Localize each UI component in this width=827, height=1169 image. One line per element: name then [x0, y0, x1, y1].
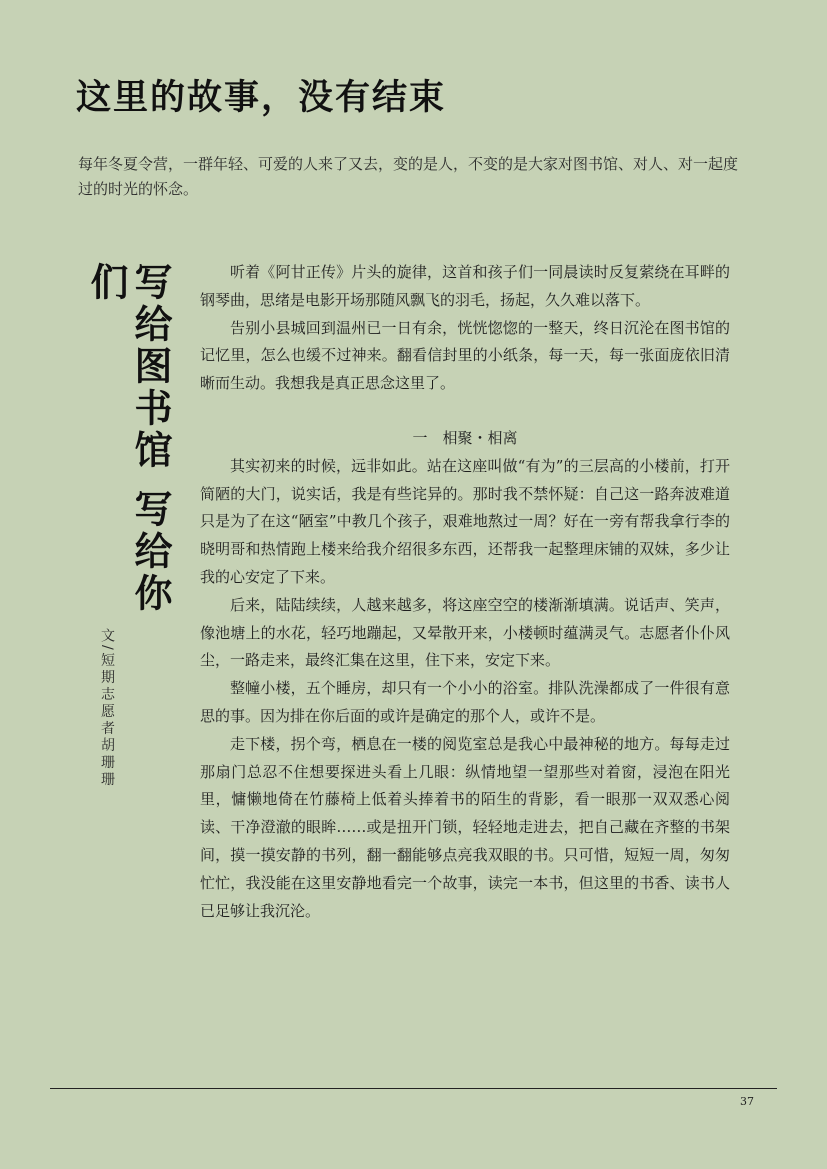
intro-text: 每年冬夏令营，一群年轻、可爱的人来了又去，变的是人，不变的是大家对图书馆、对人、对一起度过的时光的怀念。 — [78, 155, 739, 198]
body-paragraph: 听着《阿甘正传》片头的旋律，这首和孩子们一同晨读时反复萦绕在耳畔的钢琴曲，思绪是电影开场那随风飘飞的羽毛，扬起，久久难以落下。 — [200, 263, 730, 309]
footer-rule — [50, 1088, 777, 1089]
page-headline: 这里的故事，没有结束 — [76, 77, 447, 118]
author-byline: 文/短期志愿者胡珊珊 — [99, 628, 115, 789]
body-paragraph: 后来，陆陆续续，人越来越多，将这座空空的楼渐渐填满。说话声、笑声，像池塘上的水花，轻巧地蹦起，又晕散开来，小楼顿时蕴满灵气。志愿者仆仆风尘，一路走来，最终汇集在这里，住下来，安定下来。 — [200, 595, 730, 670]
body-paragraph: 告别小县城回到温州已一日有余，恍恍惚惚的一整天，终日沉沦在图书馆的记忆里，怎么也缓不过神来。翻看信封里的小纸条，每一天，每一张面庞依旧清晰而生动。我想我是真正思念这里了。 — [200, 318, 730, 393]
paragraph-gap — [200, 398, 730, 425]
body-paragraph: 其实初来的时候，远非如此。站在这座叫做“有为”的三层高的小楼前，打开简陋的大门，说实话，我是有些诧异的。那时我不禁怀疑：自己这一路奔波难道只是为了在这“陋室”中教几个孩子，艰难地熬过一周？好在一旁有帮我拿行李的晓明哥和热情跑上楼来给我介绍很多东西，还帮我一起整理床铺的双妹，多少让我的心安定了下来。 — [200, 456, 730, 586]
article-title-vertical: 写给图书馆 写给你们 — [84, 262, 173, 616]
page-number: 37 — [740, 1095, 754, 1108]
article-body — [200, 259, 730, 925]
body-paragraph: 整幢小楼，五个睡房，却只有一个小小的浴室。排队洗澡都成了一件很有意思的事。因为排在你后面的或许是确定的那个人，或许不是。 — [200, 679, 730, 725]
body-paragraph: 走下楼，拐个弯，栖息在一楼的阅览室总是我心中最神秘的地方。每每走过那扇门总忍不住想要探进头看上几眼：纵情地望一望那些对着窗，浸泡在阳光里，慵懒地倚在竹藤椅上低着头捧着书的陌生的背影，看一眼那一双双悉心阅读、干净澄澈的眼眸……或是扭开门锁，轻轻地走进去，把自己藏在齐整的书架间，摸一摸安静的书列，翻一翻能够点亮我双眼的书。只可惜，短短一周，匆匆忙忙，我没能在这里安静地看完一个故事，读完一本书，但这里的书香、读书人已足够让我沉沦。 — [200, 734, 730, 920]
section-heading: 一 相聚・相离 — [412, 428, 518, 447]
